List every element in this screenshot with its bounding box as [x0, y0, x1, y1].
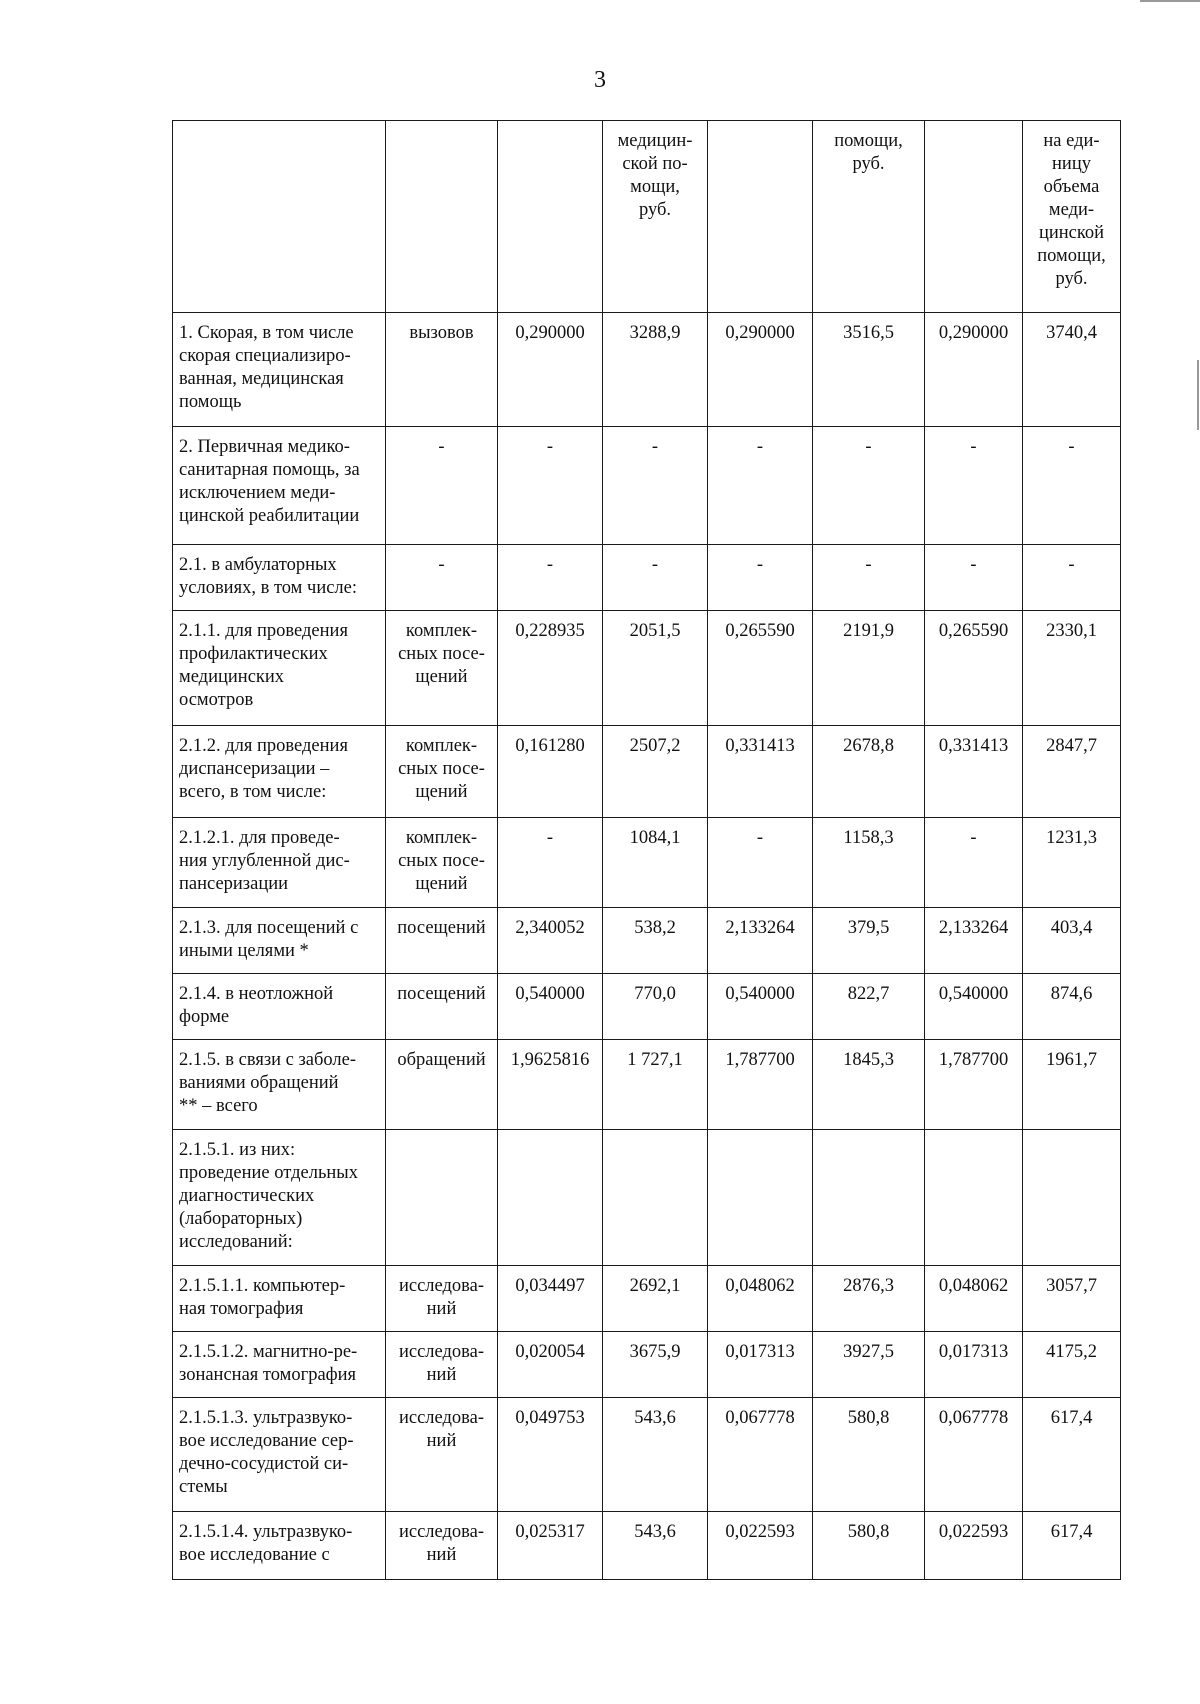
row-value-cell: 543,6 [603, 1512, 708, 1580]
row-value-cell: - [925, 818, 1023, 908]
row-value-cell: 1,787700 [925, 1040, 1023, 1130]
row-name-cell: 2.1.5.1.1. компьютер- ная томография [173, 1266, 386, 1332]
table-row [173, 818, 1121, 908]
row-value-cell: 2051,5 [603, 611, 708, 726]
row-name-cell: 2. Первичная медико- санитарная помощь, за исключением меди- цинской реабилитации [173, 427, 386, 545]
row-value-cell: 770,0 [603, 974, 708, 1040]
table-row [173, 545, 1121, 611]
row-name-cell: 2.1.2.1. для проведе- ния углубленной дис- пансеризации [173, 818, 386, 908]
row-value-cell: - [1023, 427, 1121, 545]
row-value-cell: 0,022593 [708, 1512, 813, 1580]
row-unit-cell: исследова- ний [386, 1398, 498, 1512]
row-value-cell: - [498, 545, 603, 611]
row-value-cell: - [603, 545, 708, 611]
row-unit-cell: вызовов [386, 313, 498, 427]
row-value-cell: 580,8 [813, 1398, 925, 1512]
table-row [173, 1398, 1121, 1512]
row-unit-cell: посещений [386, 908, 498, 974]
row-value-cell [603, 1130, 708, 1266]
row-value-cell: 3675,9 [603, 1332, 708, 1398]
row-value-cell: 617,4 [1023, 1512, 1121, 1580]
row-name-cell: 2.1.5. в связи с заболе- ваниями обращений ** – всего [173, 1040, 386, 1130]
row-value-cell: 0,265590 [925, 611, 1023, 726]
row-value-cell: 0,540000 [498, 974, 603, 1040]
table-row [173, 908, 1121, 974]
row-value-cell: - [813, 427, 925, 545]
row-value-cell: - [1023, 545, 1121, 611]
row-value-cell: 2330,1 [1023, 611, 1121, 726]
table-row [173, 1266, 1121, 1332]
row-name-cell: 2.1. в амбулаторных условиях, в том числе: [173, 545, 386, 611]
table-row [173, 1512, 1121, 1580]
table-header-row [173, 121, 1121, 313]
row-value-cell: 538,2 [603, 908, 708, 974]
table-row [173, 974, 1121, 1040]
row-value-cell: 3516,5 [813, 313, 925, 427]
row-value-cell: 874,6 [1023, 974, 1121, 1040]
row-value-cell: 1845,3 [813, 1040, 925, 1130]
row-unit-cell: посещений [386, 974, 498, 1040]
row-value-cell: 3927,5 [813, 1332, 925, 1398]
row-value-cell: - [498, 427, 603, 545]
row-value-cell: 0,049753 [498, 1398, 603, 1512]
row-value-cell: 822,7 [813, 974, 925, 1040]
header-name [173, 121, 386, 313]
row-value-cell: 0,034497 [498, 1266, 603, 1332]
row-value-cell: - [708, 427, 813, 545]
row-value-cell: 0,540000 [925, 974, 1023, 1040]
row-value-cell: 4175,2 [1023, 1332, 1121, 1398]
row-name-cell: 2.1.5.1. из них: проведение отдельных диагностических (лабораторных) исследований: [173, 1130, 386, 1266]
row-value-cell: - [708, 818, 813, 908]
header-unit [386, 121, 498, 313]
row-value-cell: 0,290000 [708, 313, 813, 427]
header-cost-3: на еди- ницу объема меди- цинской помощи, руб. [1023, 121, 1121, 313]
row-name-cell: 2.1.3. для посещений с иными целями * [173, 908, 386, 974]
row-value-cell: 3057,7 [1023, 1266, 1121, 1332]
row-value-cell: 580,8 [813, 1512, 925, 1580]
row-unit-cell: исследова- ний [386, 1512, 498, 1580]
table-row [173, 726, 1121, 818]
row-value-cell: 2692,1 [603, 1266, 708, 1332]
row-unit-cell: комплек- сных посе- щений [386, 818, 498, 908]
row-unit-cell: исследова- ний [386, 1332, 498, 1398]
table-row [173, 427, 1121, 545]
header-cost-1: медицин- ской по- мощи, руб. [603, 121, 708, 313]
row-value-cell: 2678,8 [813, 726, 925, 818]
header-cost-2: помощи, руб. [813, 121, 925, 313]
row-value-cell: 2,340052 [498, 908, 603, 974]
row-value-cell: 0,540000 [708, 974, 813, 1040]
row-unit-cell: обращений [386, 1040, 498, 1130]
row-value-cell [1023, 1130, 1121, 1266]
scan-edge-mark-top [1140, 0, 1200, 2]
row-value-cell: 0,067778 [925, 1398, 1023, 1512]
row-value-cell: 0,022593 [925, 1512, 1023, 1580]
row-value-cell: - [498, 818, 603, 908]
row-value-cell: 0,017313 [925, 1332, 1023, 1398]
row-name-cell: 2.1.2. для проведения диспансеризации – всего, в том числе: [173, 726, 386, 818]
table-row [173, 611, 1121, 726]
row-name-cell: 2.1.4. в неотложной форме [173, 974, 386, 1040]
header-norm-1 [498, 121, 603, 313]
row-value-cell: 1 727,1 [603, 1040, 708, 1130]
row-value-cell: 1961,7 [1023, 1040, 1121, 1130]
row-value-cell: 0,048062 [708, 1266, 813, 1332]
row-value-cell: 0,228935 [498, 611, 603, 726]
table-row [173, 1130, 1121, 1266]
row-value-cell: 0,067778 [708, 1398, 813, 1512]
row-unit-cell: - [386, 427, 498, 545]
row-value-cell: - [813, 545, 925, 611]
row-value-cell: 2191,9 [813, 611, 925, 726]
row-value-cell: 1158,3 [813, 818, 925, 908]
row-value-cell: 403,4 [1023, 908, 1121, 974]
table-row [173, 313, 1121, 427]
row-value-cell [813, 1130, 925, 1266]
row-value-cell: 0,048062 [925, 1266, 1023, 1332]
row-value-cell: 3740,4 [1023, 313, 1121, 427]
row-name-cell: 2.1.5.1.4. ультразвуко- вое исследование с [173, 1512, 386, 1580]
row-name-cell: 1. Скорая, в том числе скорая специализиро- ванная, медицинская помощь [173, 313, 386, 427]
row-value-cell: 3288,9 [603, 313, 708, 427]
row-value-cell: 379,5 [813, 908, 925, 974]
header-norm-2 [708, 121, 813, 313]
row-value-cell: 0,331413 [925, 726, 1023, 818]
row-unit-cell: - [386, 545, 498, 611]
header-norm-3 [925, 121, 1023, 313]
table-row [173, 1332, 1121, 1398]
row-value-cell: 2507,2 [603, 726, 708, 818]
row-value-cell: - [925, 427, 1023, 545]
row-unit-cell: комплек- сных посе- щений [386, 726, 498, 818]
row-value-cell: 0,290000 [925, 313, 1023, 427]
scan-edge-mark-right [1197, 360, 1199, 430]
row-name-cell: 2.1.1. для проведения профилактических медицинских осмотров [173, 611, 386, 726]
row-value-cell: 0,025317 [498, 1512, 603, 1580]
row-value-cell: 1084,1 [603, 818, 708, 908]
row-value-cell: 1,9625816 [498, 1040, 603, 1130]
row-value-cell: 2,133264 [708, 908, 813, 974]
row-value-cell: 0,161280 [498, 726, 603, 818]
row-unit-cell: исследова- ний [386, 1266, 498, 1332]
row-value-cell: 543,6 [603, 1398, 708, 1512]
row-unit-cell [386, 1130, 498, 1266]
row-name-cell: 2.1.5.1.3. ультразвуко- вое исследование сер- дечно-сосудистой си- стемы [173, 1398, 386, 1512]
row-value-cell: 2847,7 [1023, 726, 1121, 818]
row-name-cell: 2.1.5.1.2. магнитно-ре- зонансная томография [173, 1332, 386, 1398]
row-value-cell: 0,265590 [708, 611, 813, 726]
row-value-cell: - [603, 427, 708, 545]
row-value-cell: 1231,3 [1023, 818, 1121, 908]
row-value-cell: 1,787700 [708, 1040, 813, 1130]
row-value-cell [708, 1130, 813, 1266]
row-value-cell: 2,133264 [925, 908, 1023, 974]
row-value-cell: - [925, 545, 1023, 611]
row-value-cell [498, 1130, 603, 1266]
row-value-cell: 0,017313 [708, 1332, 813, 1398]
table-row [173, 1040, 1121, 1130]
row-value-cell: - [708, 545, 813, 611]
row-value-cell: 0,331413 [708, 726, 813, 818]
row-value-cell [925, 1130, 1023, 1266]
page-number: 3 [594, 67, 606, 93]
row-unit-cell: комплек- сных посе- щений [386, 611, 498, 726]
row-value-cell: 2876,3 [813, 1266, 925, 1332]
row-value-cell: 0,020054 [498, 1332, 603, 1398]
medical-care-table [172, 120, 1121, 1580]
row-value-cell: 0,290000 [498, 313, 603, 427]
row-value-cell: 617,4 [1023, 1398, 1121, 1512]
